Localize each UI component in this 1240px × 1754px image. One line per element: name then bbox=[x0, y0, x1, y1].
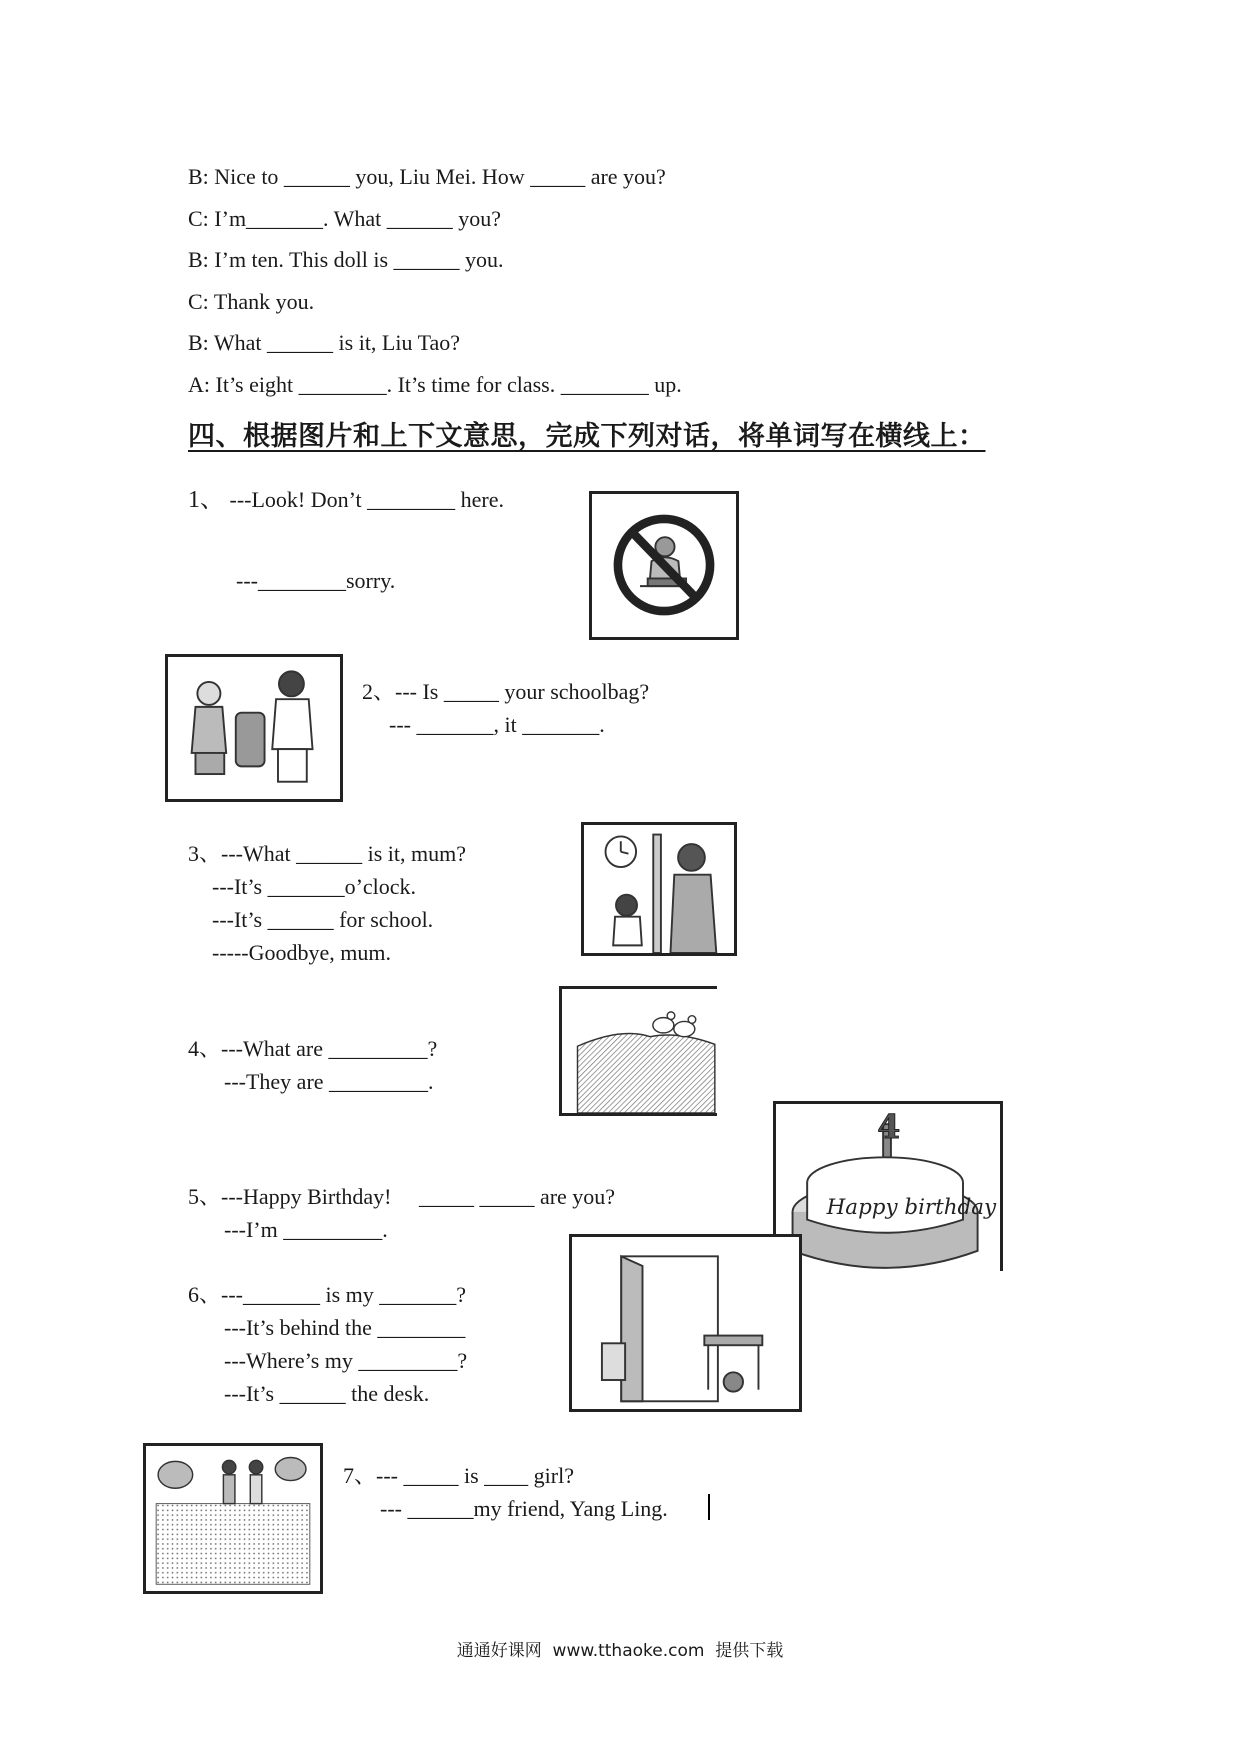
q2-line-1: 2、--- Is _____ your schoolbag? bbox=[362, 679, 650, 704]
q1-text: ---Look! Don’t ________ here. bbox=[229, 487, 505, 512]
door-desk-image bbox=[569, 1234, 802, 1412]
schoolbag-image bbox=[165, 654, 343, 802]
cake-number: 4 bbox=[877, 1106, 901, 1146]
dialogue-line-6: A: It’s eight ________. It’s time for class. ________ up. bbox=[188, 372, 682, 397]
ducks-image bbox=[559, 986, 717, 1116]
q6-line-3: ---Where’s my _________? bbox=[224, 1348, 468, 1373]
q7-line-1: 7、--- _____ is ____ girl? bbox=[343, 1463, 574, 1488]
q7-line-2: --- ______my friend, Yang Ling. bbox=[380, 1496, 668, 1521]
text-cursor bbox=[708, 1494, 710, 1520]
q3-line-2: ---It’s _______o’clock. bbox=[212, 874, 417, 899]
q5-line-2: ---I’m _________. bbox=[224, 1217, 388, 1242]
q6-line-1: 6、---_______ is my _______? bbox=[188, 1282, 467, 1307]
dialogue-line-1: B: Nice to ______ you, Liu Mei. How _____ are you? bbox=[188, 164, 666, 189]
q3-line-4: -----Goodbye, mum. bbox=[212, 940, 392, 965]
q1-line-1 bbox=[188, 487, 504, 513]
birthday-cake-image bbox=[773, 1101, 1003, 1271]
clock-mum-image bbox=[581, 822, 737, 956]
q1-number: 1、 bbox=[188, 487, 224, 513]
q4-line-2: ---They are _________. bbox=[224, 1069, 434, 1094]
dialogue-line-2: C: I’m_______. What ______ you? bbox=[188, 206, 502, 231]
dialogue-line-3: B: I’m ten. This doll is ______ you. bbox=[188, 247, 504, 272]
page-footer: 通通好课网 www.tthaoke.com 提供下载 bbox=[456, 1641, 784, 1661]
q6-line-4: ---It’s ______ the desk. bbox=[224, 1381, 430, 1406]
friends-image bbox=[143, 1443, 323, 1594]
dialogue-line-4: C: Thank you. bbox=[188, 289, 315, 314]
no-eating-sign-image bbox=[589, 491, 739, 640]
section-heading: 四、根据图片和上下文意思，完成下列对话，将单词写在横线上： bbox=[188, 421, 986, 452]
dialogue-line-5: B: What ______ is it, Liu Tao? bbox=[188, 330, 461, 355]
q1-line-2: ---________sorry. bbox=[236, 568, 396, 593]
q2-line-2: --- _______, it _______. bbox=[389, 712, 605, 737]
q3-line-1: 3、---What ______ is it, mum? bbox=[188, 841, 467, 866]
q4-line-1: 4、---What are _________? bbox=[188, 1036, 438, 1061]
cake-text: Happy birthday bbox=[826, 1194, 997, 1220]
q6-line-2: ---It’s behind the ________ bbox=[224, 1315, 466, 1340]
q3-line-3: ---It’s ______ for school. bbox=[212, 907, 434, 932]
q5-line-1: 5、---Happy Birthday! _____ _____ are you? bbox=[188, 1184, 616, 1209]
